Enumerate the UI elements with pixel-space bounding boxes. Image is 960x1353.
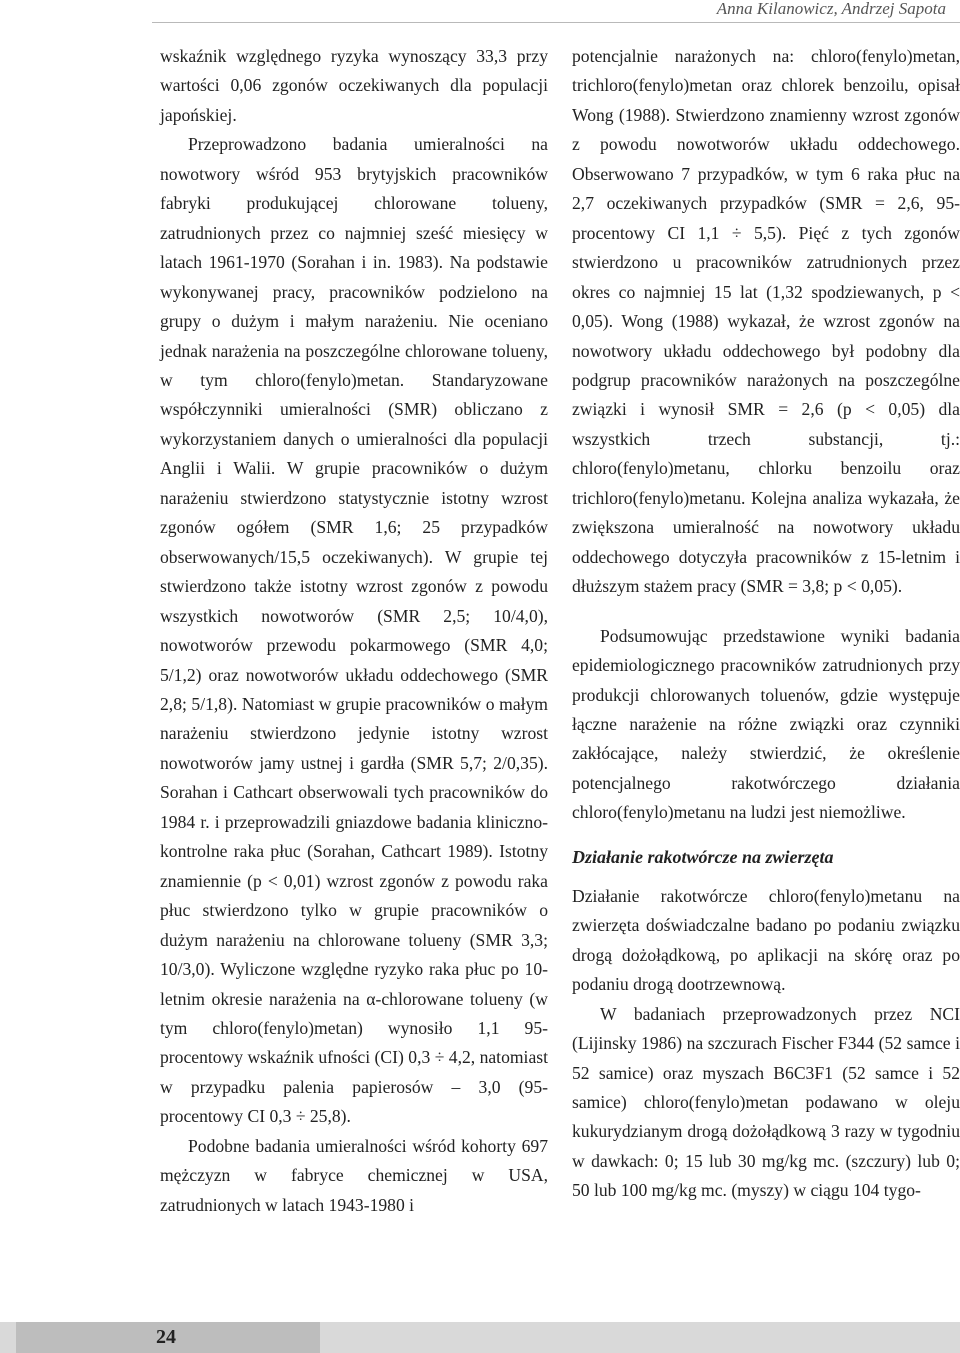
section-heading: Działanie rakotwórcze na zwierzęta <box>572 846 834 867</box>
header-rule <box>152 22 960 23</box>
left-paragraph-3: Podobne badania umieralności wśród kohorty 697 mężczyzn w fabryce chemicznej w USA, zatrudnionych w latach 1943-1980 i <box>160 1135 548 1215</box>
paragraph-gap <box>572 602 960 622</box>
page-number: 24 <box>156 1326 176 1348</box>
right-paragraph-3: Działanie rakotwórcze chloro(fenylo)metanu na zwierzęta doświadczalne badano po podaniu związku drogą dożołądkową, po aplikacji na skórę oraz po podaniu drogą dootrzewnową. <box>572 885 960 995</box>
left-paragraph-1: wskaźnik względnego ryzyka wynoszący 33,3 przy wartości 0,06 zgonów oczekiwanych dla populacji japońskiej. <box>160 46 548 125</box>
left-column <box>160 42 548 1220</box>
right-paragraph-2: Podsumowując przedstawione wyniki badania epidemiologicznego pracowników zatrudnionych przy produkcji chlorowanych toluenów, gdzie występuje łączne narażenie na różne związki oraz czynniki zakłócające, należy stwierdzić, że określenie potencjalnego rakotwórczego działania chloro(fenylo)metanu na ludzi jest niemożliwe. <box>572 625 960 823</box>
running-head: Anna Kilanowicz, Andrzej Sapota <box>716 0 946 18</box>
right-paragraph-4: W badaniach przeprowadzonych przez NCI (Lijinsky 1986) na szczurach Fischer F344 (52 samce i 52 samice) oraz myszach B6C3F1 (52 samce i 52 samice) chloro(fenylo)metan podawano w oleju kukurydzianym drogą dożołądkową 3 razy w tygodniu w dawkach: 0; 15 lub 30 mg/kg mc. (szczury) lub 0; 50 lub 100 mg/kg mc. (myszy) w ciągu 104 tygo- <box>572 1003 960 1201</box>
right-column <box>572 42 960 1206</box>
left-paragraph-2: Przeprowadzono badania umieralności na nowotwory wśród 953 brytyjskich pracowników fabryki produkującej chlorowane tolueny, zatrudnionych przez co najmniej sześć miesięcy w latach 1961-1970 (Sorahan i in. 1983). Na podstawie wykonywanej pracy, pracowników podzielono na grupy o dużym i małym narażeniu. Nie oceniano jednak narażenia na poszczególne chlorowane tolueny, w tym chloro(fenylo)metan. Standaryzowane współczynniki umieralności (SMR) obliczano z wykorzystaniem danych o umieralności dla populacji Anglii i Walii. W grupie pracowników o dużym narażeniu stwierdzono statystycznie istotny wzrost zgonów ogółem (SMR 1,6; 25 przypadków obserwowanych/15,5 oczekiwanych). W grupie tej stwierdzono także istotny wzrost zgonów z powodu wszystkich nowotworów (SMR 2,5; 10/4,0), nowotworów przewodu pokarmowego (SMR 4,0; 5/1,2) oraz nowotworów układu oddechowego (SMR 2,8; 5/1,8). Natomiast w grupie pracowników o małym narażeniu stwierdzono jedynie istotny wzrost nowotworów jamy ustnej i gardła (SMR 5,7; 2/0,35). Sorahan i Cathcart obserwowali tych pracowników do 1984 r. i przeprowadzili gniazdowe badania kliniczno-kontrolne raka płuc (Sorahan, Cathcart 1989). Istotny znamiennie (p < 0,01) wzrost zgonów z powodu raka płuc stwierdzono tylko w grupie pracowników o dużym narażeniu na chlorowane tolueny (SMR 3,3; 10/3,0). Wyliczone względne ryzyko raka płuc po 10-letnim okresie narażenia na α-chlorowane tolueny (w tym chloro(fenylo)metan) wynosiło 1,1 95-procentowy wskaźnik ufności (CI) 0,3 ÷ 4,2, natomiast w przypadku palenia papierosów – 3,0 (95-procentowy CI 0,3 ÷ 25,8). <box>160 134 548 1127</box>
right-paragraph-1: potencjalnie narażonych na: chloro(fenylo)metan, trichloro(fenylo)metan oraz chlorek benzoilu, opisał Wong (1988). Stwierdzono znamienny wzrost zgonów z powodu nowotworów układu oddechowego. Obserwowano 7 przypadków, w tym 6 raka płuc na 2,7 oczekiwanych przypadków (SMR = 2,6, 95-procentowy CI 1,1 ÷ 5,5). Pięć z tych zgonów stwierdzono u pracowników zatrudnionych przez okres co najmniej 15 lat (1,32 spodziewanych, p < 0,05). Wong (1988) wykazał, że wzrost zgonów na nowotwory układu oddechowego był podobny dla podgrup pracowników narażonych na poszczególne związki i wynosił SMR = 2,6 (p < 0,05) dla wszystkich trzech substancji, tj.: chloro(fenylo)metanu, chlorku benzoilu oraz trichloro(fenylo)metanu. Kolejna analiza wykazała, że zwiększona umieralność na nowotwory układu oddechowego dotyczyła pracowników z 15-letnim i dłuższym stażem pracy (SMR = 3,8; p < 0,05). <box>572 46 960 597</box>
